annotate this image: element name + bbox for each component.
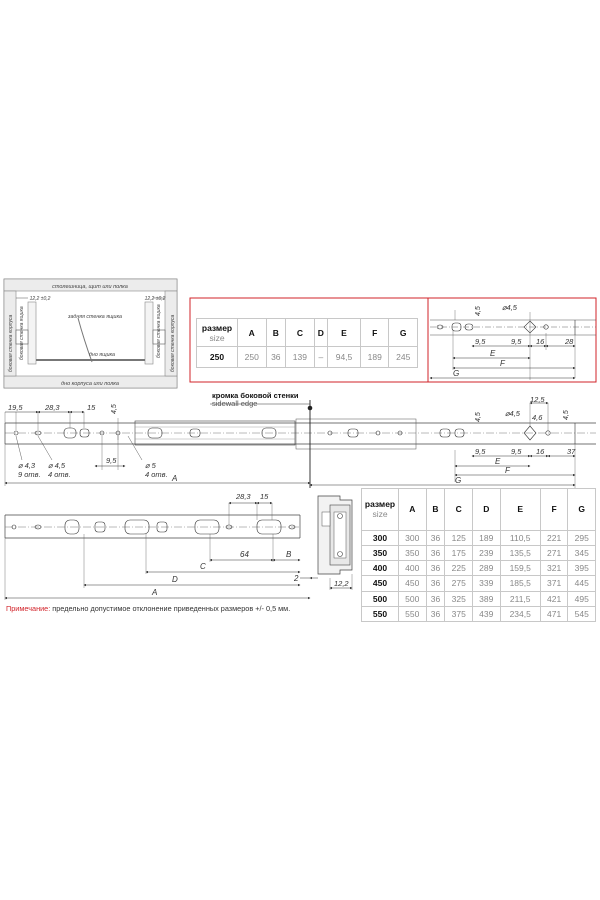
table250-cell: 36: [266, 347, 286, 368]
sizes-table-cell: 395: [568, 561, 596, 576]
sizes-table-cell: 211,5: [500, 591, 540, 606]
sizes-table-col: C: [445, 489, 473, 531]
dim-A-bottom: A: [152, 588, 158, 597]
table250-col: C: [286, 319, 315, 347]
dim-right-9-5-b: 9,5: [511, 447, 522, 456]
table-row: [362, 561, 596, 576]
label-cabinet-bottom: дно корпуса или полка: [61, 381, 119, 387]
sizes-table-cell: 495: [568, 591, 596, 606]
sizes-table-cell: 471: [540, 606, 568, 621]
sizes-table-col: D: [473, 489, 501, 531]
sizes-table-cell: 545: [568, 606, 596, 621]
sizes-table-cell: 271: [540, 545, 568, 560]
dim-right-9-5-a: 9,5: [475, 447, 486, 456]
dim-D: D: [172, 575, 178, 584]
dim-B: B: [286, 550, 292, 559]
sizes-table-cell: 125: [445, 530, 473, 545]
sizes-table-cell: 375: [445, 606, 473, 621]
note-label: Примечание:: [6, 604, 51, 613]
sizes-table-cell: 289: [473, 561, 501, 576]
dim-250-E: E: [490, 349, 496, 358]
sizes-table-cell: 350: [399, 545, 427, 560]
sizes-table-cell: 295: [568, 530, 596, 545]
sizes-table-cell: 185,5: [500, 576, 540, 591]
sizes-table-size: 350: [362, 545, 399, 560]
table250-col: B: [266, 319, 286, 347]
sizes-table-cell: 36: [426, 576, 445, 591]
sizes-table-cell: 159,5: [500, 561, 540, 576]
dim-64: 64: [240, 550, 249, 559]
sizes-table-cell: 421: [540, 591, 568, 606]
sizes-table-cell: 239: [473, 545, 501, 560]
table250-cell: 189: [360, 347, 389, 368]
dim-right-hole: ⌀4,5: [505, 409, 520, 418]
dim-250-9-5-a: 9,5: [475, 337, 486, 346]
dim-250-F: F: [500, 359, 505, 368]
dim-C: C: [200, 562, 206, 571]
label-tolerance-right: 12,2 ±0,2: [144, 296, 166, 302]
table-row: [362, 576, 596, 591]
label-drawer-side-right: боковая стенка ящика: [156, 304, 162, 358]
label-tolerance-left: 12,2 ±0,2: [29, 296, 51, 302]
table250-col: E: [328, 319, 361, 347]
sizes-table-cell: 36: [426, 545, 445, 560]
sizes-table-cell: 175: [445, 545, 473, 560]
sizes-table-cell: 221: [540, 530, 568, 545]
dim-250-28: 28: [565, 337, 574, 346]
sizes-table-cell: 345: [568, 545, 596, 560]
sizes-table-cell: 275: [445, 576, 473, 591]
dim-A-top: A: [172, 474, 178, 483]
table250-col: G: [389, 319, 418, 347]
dim-28-3: 28,3: [45, 403, 60, 412]
dim-250-4-5: 4,5: [475, 306, 482, 316]
dim-15: 15: [87, 403, 96, 412]
sizes-table-cell: 500: [399, 591, 427, 606]
label-cabinet-side-right: боковая стенка корпуса: [170, 314, 176, 372]
dim-12-5: 12,5: [530, 395, 545, 404]
table250-cell: 139: [286, 347, 315, 368]
dim-right-16: 16: [536, 447, 545, 456]
sizes-table-cell: 445: [568, 576, 596, 591]
dim-4-5: 4,5: [111, 404, 118, 414]
sizes-table-size: 550: [362, 606, 399, 621]
hole-4-3: ⌀ 4,3: [18, 461, 36, 470]
bottom-rail-drawing: [5, 492, 318, 600]
table-row: [362, 606, 596, 621]
sizes-table-cell: 189: [473, 530, 501, 545]
dim-bottom-28-3: 28,3: [236, 492, 251, 501]
sizes-table-cell: 110,5: [500, 530, 540, 545]
table-row: [197, 347, 418, 368]
table250-col: A: [238, 319, 267, 347]
sizes-table: [361, 488, 596, 622]
sizes-table-cell: 339: [473, 576, 501, 591]
sizes-table-col: G: [568, 489, 596, 531]
table250-cell: 94,5: [328, 347, 361, 368]
dim-19-5: 19,5: [8, 403, 23, 412]
label-countertop: столешница, щит или полка: [52, 284, 128, 290]
sizes-table-cell: 234,5: [500, 606, 540, 621]
table250-col: D: [314, 319, 327, 347]
sizes-table-header-size: размер size: [362, 489, 399, 531]
sizes-table-cell: 371: [540, 576, 568, 591]
table-row: [362, 545, 596, 560]
holes-4-a: 4 отв.: [48, 470, 71, 479]
sizes-table-cell: 36: [426, 530, 445, 545]
dim-250-G: G: [453, 369, 460, 378]
sizes-table-cell: 439: [473, 606, 501, 621]
dim-9-5: 9,5: [106, 456, 117, 465]
dim-2: 2: [294, 574, 299, 583]
sizes-table-cell: 325: [445, 591, 473, 606]
sizes-table-cell: 321: [540, 561, 568, 576]
hole-5: ⌀ 5: [145, 461, 156, 470]
note-text: предельно допустимое отклонение приведенных размеров +/- 0,5 мм.: [50, 604, 291, 613]
sizes-table-cell: 400: [399, 561, 427, 576]
sizes-table-col: F: [540, 489, 568, 531]
table250-cell: 250: [238, 347, 267, 368]
sizes-table-size: 300: [362, 530, 399, 545]
dim-right-E: E: [495, 457, 501, 466]
sizes-table-cell: 300: [399, 530, 427, 545]
sizes-table-col: A: [399, 489, 427, 531]
cross-section-diagram: [4, 279, 177, 388]
label-drawer-side-left: боковая стенка ящика: [19, 306, 25, 360]
sizes-table-cell: 450: [399, 576, 427, 591]
sizes-table-cell: 36: [426, 591, 445, 606]
dim-250-9-5-b: 9,5: [511, 337, 522, 346]
rail-profile: [318, 496, 352, 590]
table250-cell: –: [314, 347, 327, 368]
dim-right-4-5-b: 4,5: [563, 410, 570, 420]
dim-250-16: 16: [536, 337, 545, 346]
sizes-table-size: 450: [362, 576, 399, 591]
table250-header-size: размер size: [197, 319, 238, 347]
sidewall-edge-label: [212, 392, 299, 408]
sizes-table-col: E: [500, 489, 540, 531]
dim-right-37: 37: [567, 447, 576, 456]
main-rail-drawing: [5, 395, 596, 488]
table-row: [362, 530, 596, 545]
dim-4-6: 4,6: [532, 413, 543, 422]
table250-size: 250: [197, 347, 238, 368]
hole-4-5: ⌀ 4,5: [48, 461, 66, 470]
holes-4-b: 4 отв.: [145, 470, 168, 479]
sizes-table-cell: 36: [426, 606, 445, 621]
dim-250-hole: ⌀4,5: [502, 303, 517, 312]
sidewall-edge-ru: кромка боковой стенки: [212, 391, 299, 400]
dim-bottom-15: 15: [260, 492, 269, 501]
sizes-table-cell: 389: [473, 591, 501, 606]
label-drawer-bottom: дно ящика: [89, 352, 115, 358]
table250-cell: 245: [389, 347, 418, 368]
dim-right-4-5-a: 4,5: [475, 412, 482, 422]
size-250-detail: [430, 303, 596, 380]
tolerance-note: [6, 604, 290, 613]
label-cabinet-side-left: боковая стенка корпуса: [8, 314, 14, 372]
sizes-table-cell: 550: [399, 606, 427, 621]
dim-right-G: G: [455, 476, 462, 485]
table250-col: F: [360, 319, 389, 347]
sizes-table-cell: 225: [445, 561, 473, 576]
sidewall-edge-en: sidewall edge: [212, 399, 258, 408]
sizes-table-cell: 36: [426, 561, 445, 576]
label-back-wall: задняя стенка ящика: [68, 314, 122, 320]
dim-12-2: 12,2: [334, 579, 349, 588]
sizes-table-size: 400: [362, 561, 399, 576]
size-250-table: [196, 318, 418, 368]
table-row: [362, 591, 596, 606]
sizes-table-col: B: [426, 489, 445, 531]
holes-9: 9 отв.: [18, 470, 41, 479]
dim-right-F: F: [505, 466, 510, 475]
sizes-table-cell: 135,5: [500, 545, 540, 560]
sizes-table-size: 500: [362, 591, 399, 606]
